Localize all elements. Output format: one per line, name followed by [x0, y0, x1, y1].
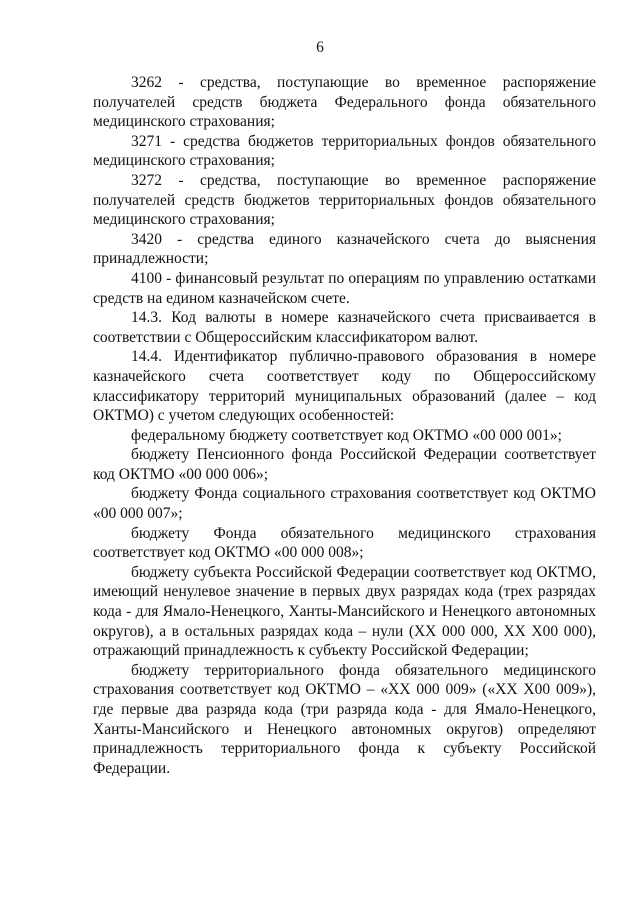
paragraph-account-3420: 3420 - средства единого казначейского счета до выяснения принадлежности; — [93, 230, 596, 268]
paragraph-pension-fund: бюджету Пенсионного фонда Российской Федерации соответствует код ОКТМО «00 000 006»; — [93, 446, 596, 483]
paragraph-account-4100: 4100 - финансовый результат по операциям по управлению остатками средств на едином казначейском счете. — [93, 269, 596, 307]
paragraph-14-3: 14.3. Код валюты в номере казначейского счета присваивается в соответствии с Общероссийским классификатором валют. — [93, 309, 596, 346]
paragraph-account-3262: 3262 - средства, поступающие во временное распоряжение получателей средств бюджета Федерального фонда обязательного медицинского страхования; — [93, 74, 596, 131]
paragraph-territorial-fund: бюджету территориального фонда обязательного медицинского страхования соответствует код ОКТМО – «ХХ 000 009» («ХХ Х00 009»), где первые два разряда кода (три разряда кода - для Ямало-Ненецкого, Ханты-Мансийского и Ненецкого автономных округов) определяют принадлежность территориального фонда к субъекту Российской Федерации. — [93, 661, 596, 777]
paragraph-medical-insurance-fund: бюджету Фонда обязательного медицинского страхования соответствует код ОКТМО «00 000 008»; — [93, 524, 596, 562]
paragraph-account-3271: 3271 - средства бюджетов территориальных фондов обязательного медицинского страхования; — [93, 132, 596, 170]
paragraph-14-4: 14.4. Идентификатор публично-правового образования в номере казначейского счета соответствует коду по Общероссийскому классификатору территорий муниципальных образований (далее – код ОКТМО) с учетом следующих особенностей: — [93, 348, 596, 425]
paragraph-subject-budget: бюджету субъекта Российской Федерации соответствует код ОКТМО, имеющий ненулевое значение в первых двух разрядах кода (трех разрядах кода - для Ямало-Ненецкого, Ханты-Мансийского и Ненецкого автономных округов), а в остальных разрядах кода – нули (ХХ 000 000, ХХ Х00 000), отражающий принадлежность к субъекту Российской Федерации; — [93, 563, 596, 660]
page-number: 6 — [316, 39, 324, 56]
paragraph-social-insurance-fund: бюджету Фонда социального страхования соответствует код ОКТМО «00 000 007»; — [93, 485, 596, 523]
paragraph-account-3272: 3272 - средства, поступающие во временное распоряжение получателей средств бюджетов территориальных фондов обязательного медицинского страхования; — [93, 171, 596, 229]
paragraph-federal-budget: федеральному бюджету соответствует код ОКТМО «00 000 001»; — [131, 426, 562, 444]
document-body — [93, 73, 596, 778]
